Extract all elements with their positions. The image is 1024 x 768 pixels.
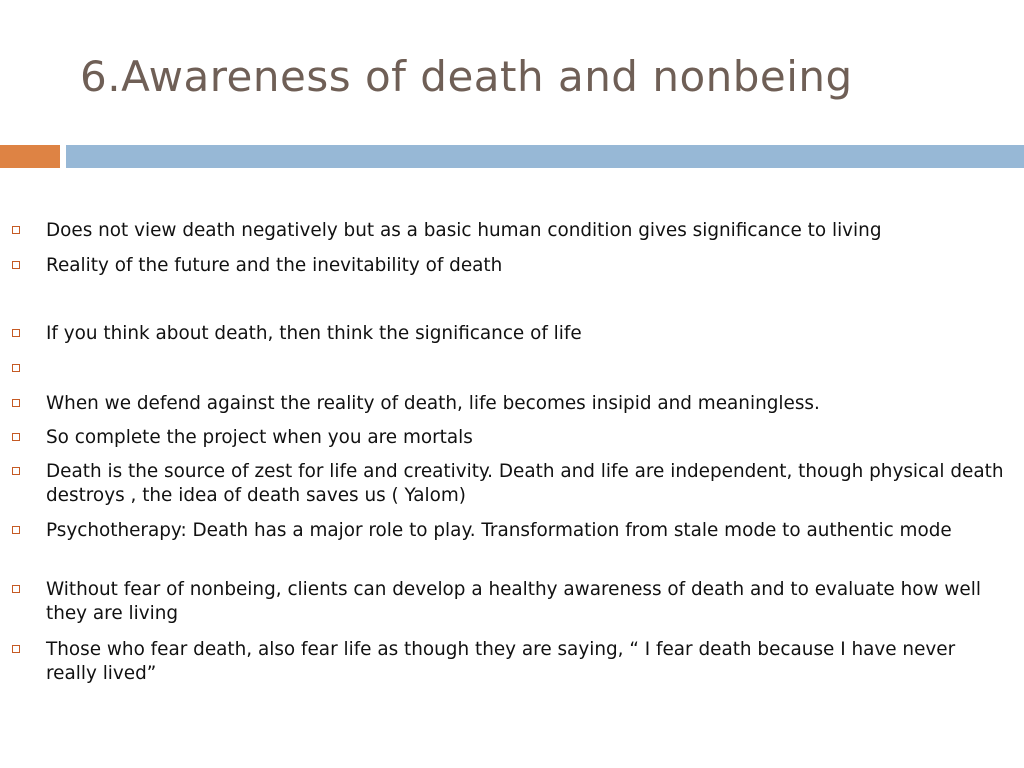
bullet-text: Death is the source of zest for life and creativity. Death and life are independent, though physical death destroys , the idea of death saves us ( Yalom) (46, 461, 1004, 506)
bullet-text: When we defend against the reality of death, life becomes insipid and meaningless. (46, 393, 820, 414)
bullet-text: Psychotherapy: Death has a major role to play. Transformation from stale mode to authentic mode (46, 520, 952, 541)
bullet-text: If you think about death, then think the significance of life (46, 323, 582, 344)
square-bullet-icon (12, 645, 20, 653)
bullet-text: Does not view death negatively but as a basic human condition gives significance to living (46, 220, 882, 241)
square-bullet-icon (12, 433, 20, 441)
square-bullet-icon (12, 399, 20, 407)
bullet-text: Those who fear death, also fear life as though they are saying, “ I fear death because I have never really lived” (46, 639, 956, 684)
square-bullet-icon (12, 364, 20, 372)
square-bullet-icon (12, 526, 20, 534)
square-bullet-icon (12, 261, 20, 269)
bullet-text: So complete the project when you are mortals (46, 427, 473, 448)
bullet-text: Without fear of nonbeing, clients can develop a healthy awareness of death and to evaluate how well they are living (46, 579, 981, 624)
bullet-text: Reality of the future and the inevitability of death (46, 255, 503, 276)
square-bullet-icon (12, 226, 20, 234)
slide-title: 6.Awareness of death and nonbeing (80, 52, 853, 101)
square-bullet-icon (12, 585, 20, 593)
square-bullet-icon (12, 467, 20, 475)
square-bullet-icon (12, 329, 20, 337)
